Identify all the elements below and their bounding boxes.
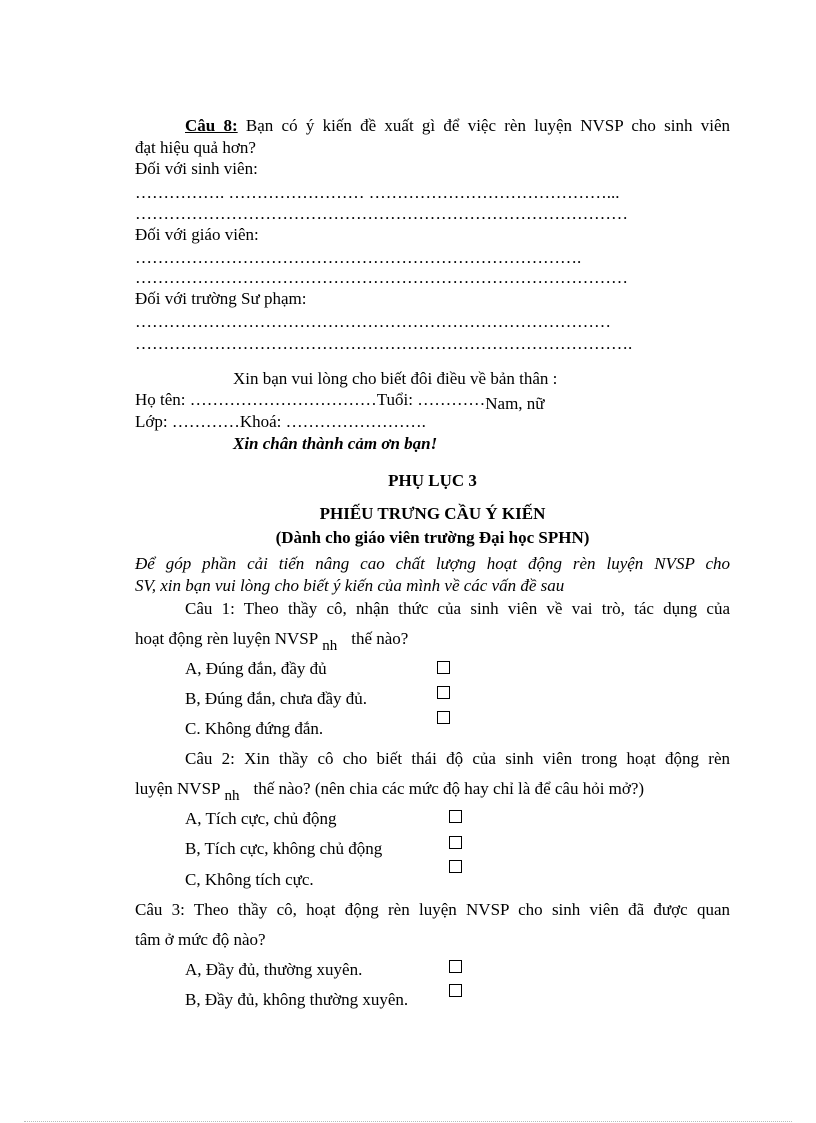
- q1-option-c-checkbox[interactable]: [437, 711, 450, 724]
- appendix-title: PHỤ LỤC 3: [388, 471, 477, 490]
- q8-school-label: Đối với trường Sư phạm:: [135, 289, 307, 308]
- q8-school-dots-1: …………………………………………………………………………: [135, 312, 611, 331]
- q3-line2: tâm ở mức độ nào?: [135, 930, 266, 949]
- q8-label: Câu 8:: [185, 116, 238, 135]
- gender-text: Nam, nữ: [485, 394, 545, 413]
- q2-line2: [135, 779, 645, 804]
- q8-text: Bạn có ý kiến đề xuất gì để việc rèn luyện NVSP cho sinh viên: [237, 116, 730, 135]
- class-line: Lớp: …………Khoá: …………………….: [135, 412, 426, 431]
- q3-option-b-checkbox[interactable]: [449, 984, 462, 997]
- q2-option-b: B, Tích cực, không chủ động: [185, 839, 383, 858]
- q2-line2-post: thế nào? (nên chia các mức độ hay chỉ là để câu hỏi mở?): [253, 779, 645, 798]
- appendix-audience: (Dành cho giáo viên trường Đại học SPHN): [275, 528, 590, 547]
- appendix-intro-2: SV, xin bạn vui lòng cho biết ý kiến của mình về các vấn đề sau: [135, 576, 565, 595]
- name-age-line: [135, 390, 545, 413]
- q8-line2: đạt hiệu quả hơn?: [135, 138, 256, 157]
- page-bottom-divider: [24, 1121, 792, 1122]
- appendix-subtitle: PHIẾU TRƯNG CẦU Ý KIẾN: [319, 504, 546, 523]
- personal-intro: Xin bạn vui lòng cho biết đôi điều về bản thân :: [233, 369, 558, 388]
- q1-line2-pre: hoạt động rèn luyện NVSP: [135, 629, 319, 648]
- q3-option-a-checkbox[interactable]: [449, 960, 462, 973]
- q3-option-b: B, Đầy đủ, không thường xuyên.: [185, 990, 409, 1009]
- q2-line2-sub: nh: [224, 788, 240, 804]
- q1-line1: Câu 1: Theo thầy cô, nhận thức của sinh viên về vai trò, tác dụng của: [185, 599, 730, 618]
- q8-students-label: Đối với sinh viên:: [135, 159, 258, 178]
- q8-school-dots-2: …………………………………………………………………………….: [135, 334, 633, 353]
- q1-option-a: A, Đúng đắn, đầy đủ: [185, 659, 327, 678]
- q8-teachers-dots-2: ……………………………………………………………………………: [135, 268, 628, 287]
- q1-line2: [135, 629, 409, 654]
- q2-option-a-checkbox[interactable]: [449, 810, 462, 823]
- q2-option-c: C, Không tích cực.: [185, 870, 314, 889]
- q8-students-dots-1: ……………. …………………… ……………………………………...: [135, 183, 620, 202]
- q1-option-a-checkbox[interactable]: [437, 661, 450, 674]
- q2-option-c-checkbox[interactable]: [449, 860, 462, 873]
- q1-option-b-checkbox[interactable]: [437, 686, 450, 699]
- q8-students-dots-2: ……………………………………………………………………………: [135, 204, 628, 223]
- q2-line2-pre: luyện NVSP: [135, 779, 221, 798]
- q8-line1: [135, 116, 730, 136]
- q3-line1: Câu 3: Theo thầy cô, hoạt động rèn luyện NVSP cho sinh viên đã được quan: [135, 900, 730, 919]
- q8-teachers-dots-1: …………………………………………………………………….: [135, 248, 582, 267]
- q2-option-a: A, Tích cực, chủ động: [185, 809, 337, 828]
- appendix-intro-1: Để góp phần cải tiến nâng cao chất lượng hoạt động rèn luyện NVSP cho: [135, 554, 730, 573]
- q1-line2-sub: nh: [322, 638, 338, 654]
- q2-option-b-checkbox[interactable]: [449, 836, 462, 849]
- q3-option-a: A, Đầy đủ, thường xuyên.: [185, 960, 363, 979]
- q8-teachers-label: Đối với giáo viên:: [135, 225, 259, 244]
- name-age-text: Họ tên: ……………………………Tuổi: …………: [135, 390, 486, 409]
- q1-option-c: C. Không đứng đắn.: [185, 719, 324, 738]
- thanks-text: Xin chân thành cảm ơn bạn!: [233, 434, 438, 453]
- q2-line1: Câu 2: Xin thầy cô cho biết thái độ của sinh viên trong hoạt động rèn: [185, 749, 730, 768]
- q1-line2-post: thế nào?: [351, 629, 409, 648]
- q1-option-b: B, Đúng đắn, chưa đầy đủ.: [185, 689, 368, 708]
